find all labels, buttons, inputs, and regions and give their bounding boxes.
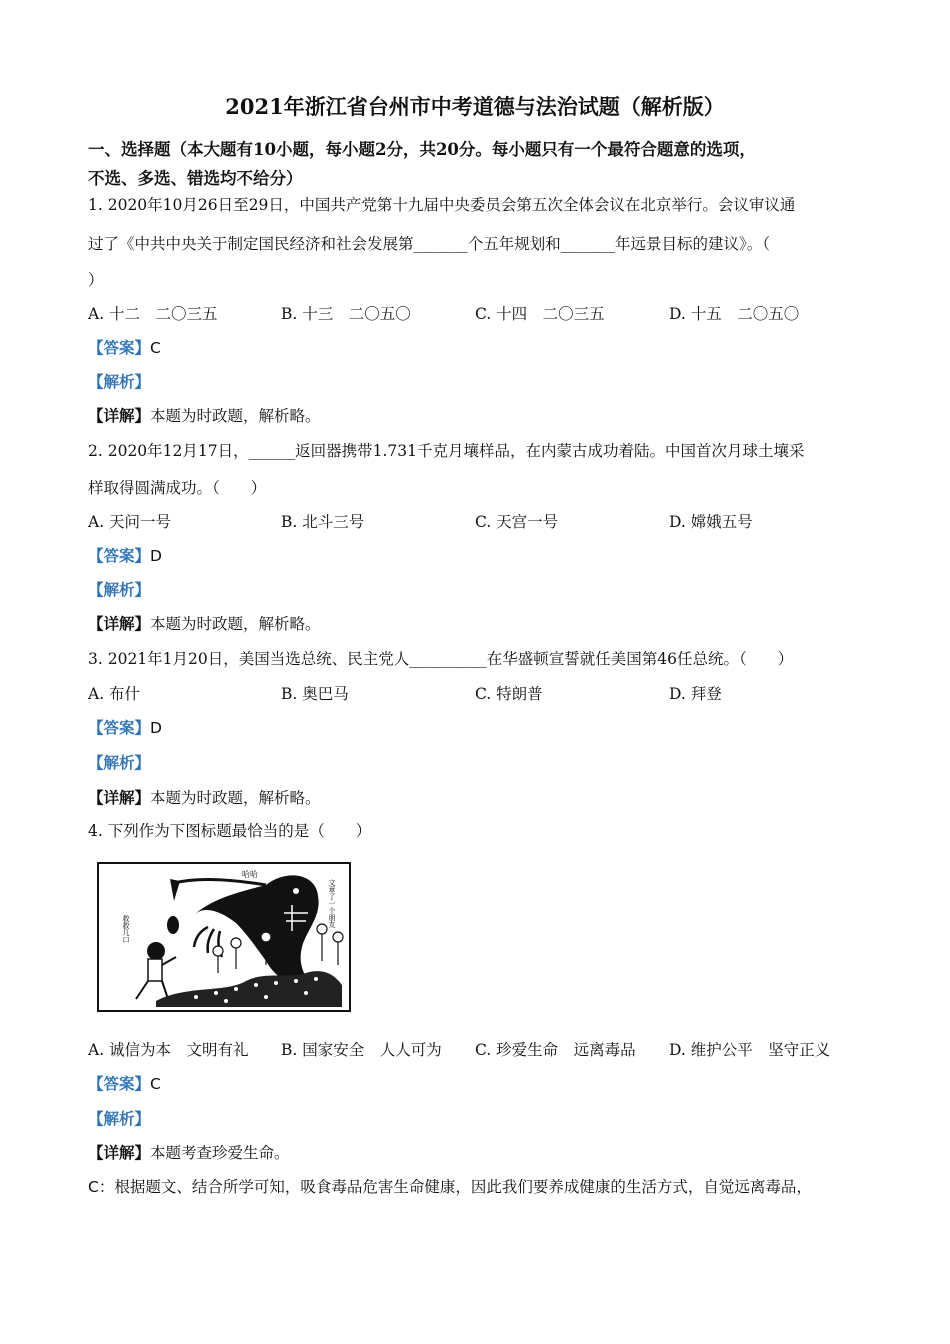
q4-stem-line1: 4. 下列作为下图标题最恰当的是（ ） <box>88 822 372 840</box>
detail-tag: 【详解】 <box>88 1144 151 1162</box>
detail-text: 本题为时政题，解析略。 <box>150 789 321 807</box>
q3-option-a: A. 布什 <box>88 685 141 703</box>
answer-tag: 【答案】 <box>88 339 151 357</box>
q4-option-a: A. 诚信为本 文明有礼 <box>88 1041 249 1059</box>
q4-option-d: D. 维护公平 坚守正义 <box>669 1041 831 1059</box>
answer-tag: 【答案】 <box>88 547 151 565</box>
q4-option-c: C. 珍爱生命 远离毒品 <box>475 1041 636 1059</box>
page-title: 2021年浙江省台州市中考道德与法治试题（解析版） <box>225 94 725 119</box>
cartoon-figure <box>96 861 354 1014</box>
q4-option-b: B. 国家安全 人人可为 <box>281 1041 442 1059</box>
q4-answer <box>88 1072 161 1094</box>
q4-explanation: C：根据题文、结合所学可知，吸食毒品危害生命健康，因此我们要养成健康的生活方式，自觉远离毒品， <box>88 1178 812 1196</box>
q2-stem-line2: 样取得圆满成功。（ ） <box>88 479 267 497</box>
q2-option-d: D. 嫦娥五号 <box>669 513 753 531</box>
answer-value: D <box>150 547 162 565</box>
section-heading-line2: 不选、多选、错选均不给分） <box>88 169 303 188</box>
q1-option-a: A. 十二 二〇三五 <box>88 305 218 323</box>
q2-detail <box>88 612 321 634</box>
answer-value: C <box>150 1075 161 1093</box>
q1-analysis-tag: 【解析】 <box>88 373 151 391</box>
q3-option-b: B. 奥巴马 <box>281 685 349 703</box>
cartoon-text-haha: 哈哈 <box>242 870 258 879</box>
detail-text: 本题为时政题，解析略。 <box>150 615 321 633</box>
q2-analysis-tag: 【解析】 <box>88 581 151 599</box>
q1-option-b: B. 十三 二〇五〇 <box>281 305 411 323</box>
q2-option-b: B. 北斗三号 <box>281 513 365 531</box>
detail-text: 本题为时政题，解析略。 <box>150 407 321 425</box>
q1-stem-line3: ） <box>88 271 104 289</box>
q2-stem-line1: 2. 2020年12月17日，______返回器携带1.731千克月壤样品，在内蒙古成功着陆。中国首次月球土壤采 <box>88 442 805 460</box>
q2-answer <box>88 544 162 566</box>
detail-tag: 【详解】 <box>88 407 151 425</box>
q1-stem-line1: 1. 2020年10月26日至29日，中国共产党第十九届中央委员会第五次全体会议在北京举行。会议审议通 <box>88 196 796 214</box>
detail-tag: 【详解】 <box>88 789 151 807</box>
q2-option-c: C. 天宫一号 <box>475 513 559 531</box>
answer-value: D <box>150 719 162 737</box>
q3-stem-line1: 3. 2021年1月20日，美国当选总统、民主党人__________在华盛顿宣誓就任美国第46任总统。（ ） <box>88 650 794 668</box>
q4-analysis-tag: 【解析】 <box>88 1110 151 1128</box>
detail-text: 本题考查珍爱生命。 <box>150 1144 290 1162</box>
q3-detail <box>88 786 321 808</box>
q3-option-c: C. 特朗普 <box>475 685 543 703</box>
q3-option-d: D. 拜登 <box>669 685 722 703</box>
answer-value: C <box>150 339 161 357</box>
answer-tag: 【答案】 <box>88 1075 151 1093</box>
q1-answer <box>88 336 161 358</box>
q3-answer <box>88 716 162 738</box>
section-heading-line1: 一、选择题（本大题有10小题，每小题2分，共20分。每小题只有一个最符合题意的选项， <box>88 140 756 159</box>
q4-detail <box>88 1141 290 1163</box>
q1-option-d: D. 十五 二〇五〇 <box>669 305 800 323</box>
q1-stem-line2: 过了《中共中央关于制定国民经济和社会发展第_______个五年规划和_______年远景目标的建议》。（ <box>88 235 771 253</box>
q2-option-a: A. 天问一号 <box>88 513 172 531</box>
cartoon-text-left: 救救几口 <box>122 915 130 943</box>
answer-tag: 【答案】 <box>88 719 151 737</box>
q1-option-c: C. 十四 二〇三五 <box>475 305 605 323</box>
q1-detail <box>88 404 321 426</box>
detail-tag: 【详解】 <box>88 615 151 633</box>
q3-analysis-tag: 【解析】 <box>88 754 151 772</box>
cartoon-text-right: 文章了一个朋友 <box>328 879 336 928</box>
